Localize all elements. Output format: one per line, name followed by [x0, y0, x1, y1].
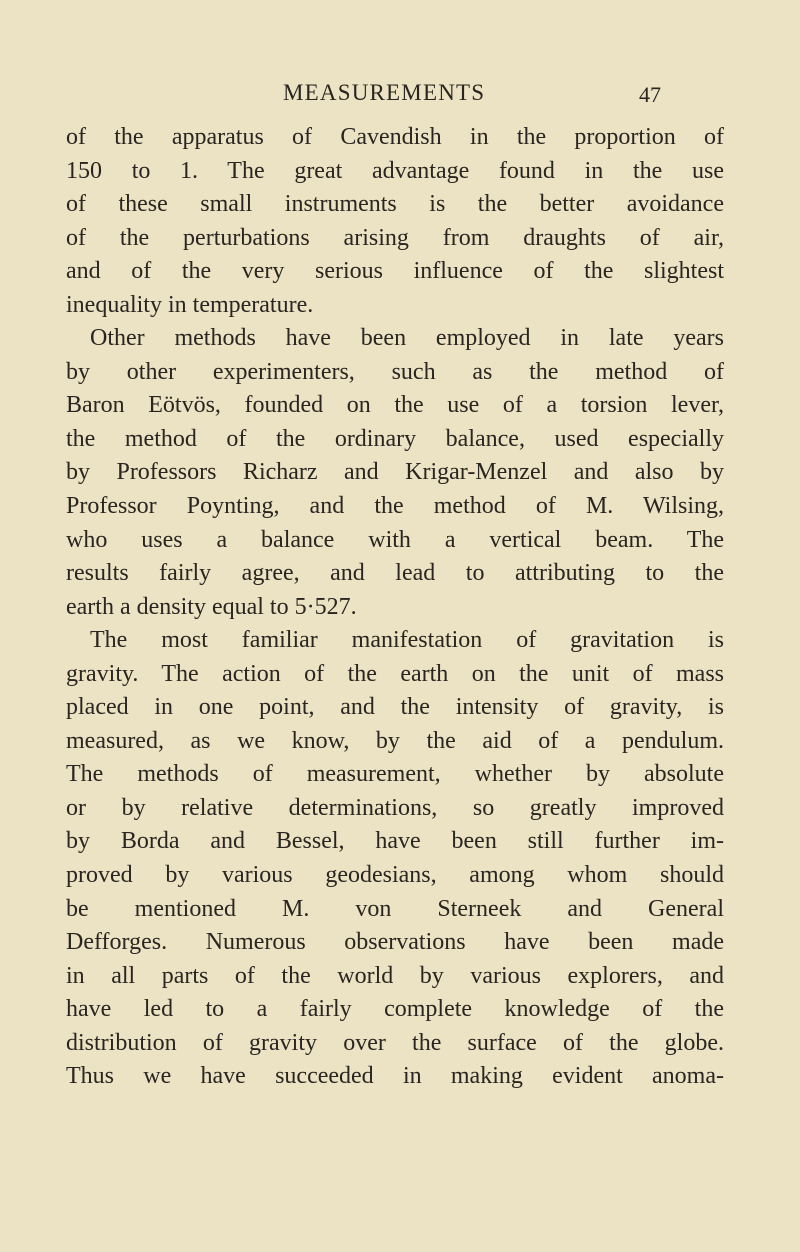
- text-line: be mentioned M. von Sterneek and General: [66, 895, 724, 922]
- text-line: measured, as we know, by the aid of a pendulum.: [66, 727, 724, 754]
- text-line: who uses a balance with a vertical beam. The: [66, 526, 724, 553]
- text-line: and of the very serious influence of the slightest: [66, 258, 724, 285]
- text-line: 150 to 1. The great advantage found in the use: [66, 157, 724, 184]
- text-line: Thus we have succeeded in making evident anoma-: [66, 1063, 724, 1090]
- text-line: of these small instruments is the better avoidance: [66, 191, 724, 218]
- text-line: of the apparatus of Cavendish in the proportion of: [66, 124, 724, 150]
- text-line: The methods of measurement, whether by absolute: [66, 761, 724, 788]
- running-title: MEASUREMENTS: [283, 80, 486, 105]
- text-line: proved by various geodesians, among whom should: [66, 862, 724, 889]
- text-line: of the perturbations arising from draughts of air,: [66, 224, 724, 251]
- text-line: have led to a fairly complete knowledge of the: [66, 996, 724, 1023]
- text-line: by Professors Richarz and Krigar-Menzel and also by: [66, 459, 724, 486]
- text-line: the method of the ordinary balance, used especially: [66, 425, 724, 452]
- running-head: [0, 78, 800, 112]
- text-line: in all parts of the world by various explorers, and: [66, 962, 724, 989]
- body-text: [66, 121, 724, 1094]
- paragraph-end-line: inequality in temperature.: [66, 291, 314, 318]
- text-line: placed in one point, and the intensity of gravity, is: [66, 694, 724, 721]
- text-line: by Borda and Bessel, have been still further im-: [66, 828, 724, 855]
- paragraph-end-line: earth a density equal to 5·527.: [66, 593, 357, 620]
- text-line: distribution of gravity over the surface of the globe.: [66, 1029, 724, 1056]
- text-line: gravity. The action of the earth on the unit of mass: [66, 660, 724, 687]
- text-line: or by relative determinations, so greatly improved: [66, 794, 724, 821]
- paragraph-start-line: The most familiar manifestation of gravitation is: [90, 627, 724, 654]
- text-line: Professor Poynting, and the method of M. Wilsing,: [66, 493, 724, 520]
- text-line: results fairly agree, and lead to attributing to the: [66, 560, 724, 587]
- paragraph-start-line: Other methods have been employed in late years: [90, 325, 724, 352]
- page-number: 47: [639, 82, 661, 107]
- text-line: Baron Eötvös, founded on the use of a torsion lever,: [66, 392, 724, 419]
- text-line: by other experimenters, such as the method of: [66, 358, 724, 385]
- text-line: Defforges. Numerous observations have been made: [66, 929, 724, 956]
